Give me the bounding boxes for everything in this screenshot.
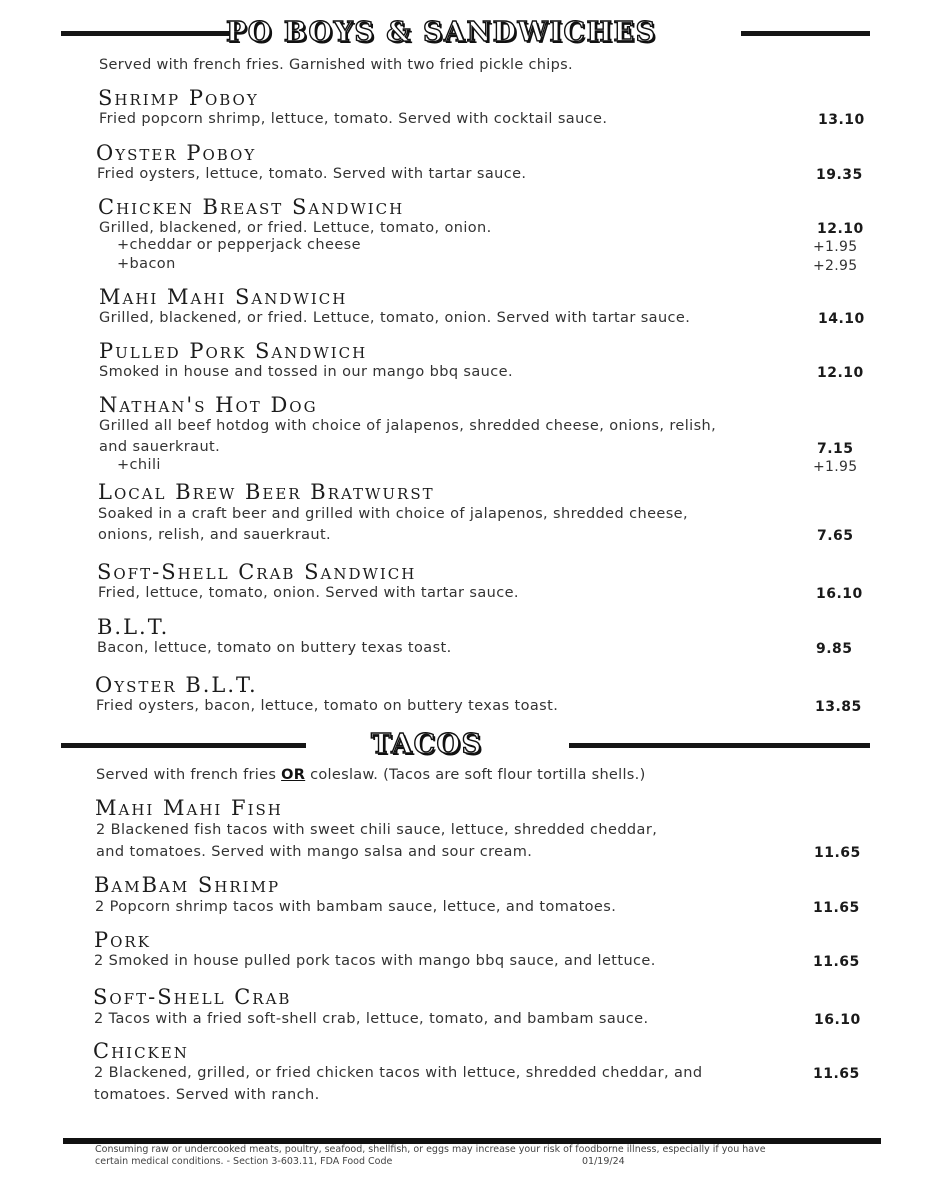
- section-rule-right: [569, 743, 870, 748]
- section-title-poboys: PO BOYS & SANDWICHES: [226, 17, 657, 48]
- section-rule-left: [61, 743, 306, 748]
- menu-item-name: Oyster Poboy: [96, 141, 257, 165]
- menu-item-desc: and sauerkraut.: [99, 439, 221, 455]
- menu-item-addon-price: +1.95: [813, 239, 858, 255]
- menu-item-price: 11.65: [813, 1066, 860, 1082]
- menu-item-name: Local Brew Beer Bratwurst: [98, 480, 435, 504]
- menu-item-desc: 2 Blackened fish tacos with sweet chili sauce, lettuce, shredded cheddar,: [96, 822, 658, 838]
- section-rule-left: [61, 31, 233, 36]
- menu-item-name: Nathan's Hot Dog: [99, 393, 318, 417]
- intro-text: coleslaw. (Tacos are soft flour tortilla shells.): [305, 767, 646, 783]
- footer-date: 01/19/24: [582, 1156, 625, 1167]
- menu-item-price: 13.85: [815, 699, 862, 715]
- footer-disclaimer: [95, 1144, 855, 1168]
- intro-text: Served with french fries: [96, 767, 282, 783]
- menu-item-desc: 2 Blackened, grilled, or fried chicken tacos with lettuce, shredded cheddar, and: [94, 1065, 703, 1081]
- section-title-tacos: TACOS: [371, 729, 483, 760]
- menu-item-price: 19.35: [816, 167, 863, 183]
- menu-item-desc: 2 Tacos with a fried soft-shell crab, lettuce, tomato, and bambam sauce.: [94, 1011, 649, 1027]
- menu-item-name: Mahi Mahi Sandwich: [99, 285, 348, 309]
- menu-item-name: Soft-Shell Crab: [93, 985, 292, 1009]
- menu-item-price: 16.10: [814, 1012, 861, 1028]
- menu-item-price: 9.85: [816, 641, 853, 657]
- menu-item-desc: Fried oysters, lettuce, tomato. Served with tartar sauce.: [97, 166, 527, 182]
- menu-item-price: 16.10: [816, 586, 863, 602]
- menu-item-desc: Grilled, blackened, or fried. Lettuce, tomato, onion. Served with tartar sauce.: [99, 310, 691, 326]
- menu-item-desc: Soaked in a craft beer and grilled with choice of jalapenos, shredded cheese,: [98, 506, 688, 522]
- menu-item-name: BamBam Shrimp: [94, 873, 281, 897]
- footer-line: Consuming raw or undercooked meats, poultry, seafood, shellfish, or eggs may increase your risk of foodborne illness, especially if you have: [95, 1144, 766, 1155]
- menu-item-desc: Smoked in house and tossed in our mango bbq sauce.: [99, 364, 513, 380]
- menu-item-name: B.L.T.: [97, 615, 170, 639]
- menu-item-price: 11.65: [814, 845, 861, 861]
- menu-item-desc: and tomatoes. Served with mango salsa and sour cream.: [96, 844, 533, 860]
- menu-item-addon: +cheddar or pepperjack cheese: [117, 237, 361, 253]
- menu-item-price: 11.65: [813, 954, 860, 970]
- menu-item-price: 11.65: [813, 900, 860, 916]
- menu-item-desc: Fried oysters, bacon, lettuce, tomato on buttery texas toast.: [96, 698, 559, 714]
- menu-item-desc: Fried popcorn shrimp, lettuce, tomato. Served with cocktail sauce.: [99, 111, 608, 127]
- menu-item-price: 13.10: [818, 112, 865, 128]
- menu-item-price: 7.15: [817, 441, 854, 457]
- menu-item-name: Pork: [94, 928, 151, 952]
- menu-item-desc: onions, relish, and sauerkraut.: [98, 527, 332, 543]
- menu-item-name: Soft-Shell Crab Sandwich: [97, 560, 417, 584]
- menu-item-price: 14.10: [818, 311, 865, 327]
- intro-emphasis: OR: [281, 767, 306, 783]
- menu-item-name: Chicken Breast Sandwich: [98, 195, 405, 219]
- menu-item-price: 12.10: [817, 221, 864, 237]
- menu-item-addon: +chili: [117, 457, 161, 473]
- menu-item-desc: tomatoes. Served with ranch.: [94, 1087, 320, 1103]
- section-rule-right: [741, 31, 870, 36]
- menu-item-addon: +bacon: [117, 256, 176, 272]
- section-intro-poboys: Served with french fries. Garnished with two fried pickle chips.: [99, 57, 573, 73]
- menu-item-addon-price: +1.95: [813, 459, 858, 475]
- menu-item-desc: 2 Smoked in house pulled pork tacos with mango bbq sauce, and lettuce.: [94, 953, 656, 969]
- menu-item-name: Pulled Pork Sandwich: [99, 339, 368, 363]
- menu-item-price: 7.65: [817, 528, 854, 544]
- section-intro-tacos: [96, 767, 646, 783]
- footer-line: certain medical conditions. - Section 3-603.11, FDA Food Code: [95, 1156, 393, 1167]
- menu-item-name: Mahi Mahi Fish: [95, 796, 283, 820]
- menu-item-name: Shrimp Poboy: [98, 86, 259, 110]
- menu-item-name: Chicken: [93, 1039, 189, 1063]
- menu-item-desc: 2 Popcorn shrimp tacos with bambam sauce, lettuce, and tomatoes.: [95, 899, 617, 915]
- menu-item-desc: Grilled all beef hotdog with choice of jalapenos, shredded cheese, onions, relish,: [99, 418, 717, 434]
- menu-item-name: Oyster B.L.T.: [95, 673, 258, 697]
- menu-item-desc: Grilled, blackened, or fried. Lettuce, tomato, onion.: [99, 220, 492, 236]
- menu-item-price: 12.10: [817, 365, 864, 381]
- menu-item-desc: Bacon, lettuce, tomato on buttery texas toast.: [97, 640, 452, 656]
- menu-item-desc: Fried, lettuce, tomato, onion. Served with tartar sauce.: [98, 585, 519, 601]
- menu-item-addon-price: +2.95: [813, 258, 858, 274]
